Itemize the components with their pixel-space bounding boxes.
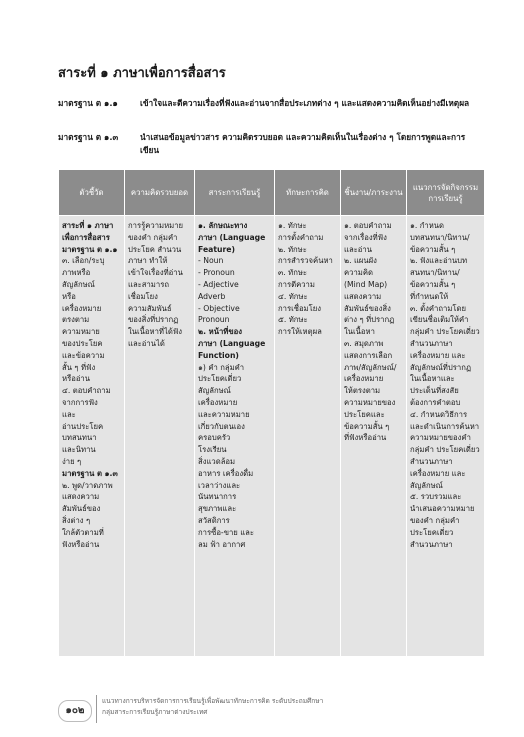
cell-line: กลุ่มคำ ประโยคเดี่ยว bbox=[410, 327, 480, 337]
section-title: สาระที่ ๑ ภาษาเพื่อการสื่อสาร bbox=[58, 66, 226, 81]
cell-line: มาตรฐาน ต ๑.๓ bbox=[62, 468, 118, 478]
cell-line: สิ่งแวดล้อม bbox=[198, 456, 236, 466]
cell-line: แสดงความ bbox=[344, 291, 382, 301]
cell-line: และนิทาน bbox=[62, 445, 96, 455]
cell-line: ข้อความสั้น ๆ bbox=[344, 421, 390, 431]
footer-divider bbox=[96, 695, 97, 723]
cell-line: เครื่องหมาย bbox=[198, 397, 238, 407]
cell-line: ภาษา (Language bbox=[198, 338, 266, 348]
cell-line: มาตรฐาน ต ๑.๑ bbox=[62, 244, 118, 254]
cell-line: ข้อความสั้น ๆ bbox=[410, 244, 456, 254]
cell-line: ภาษา (Language bbox=[198, 232, 266, 242]
cell-indicators bbox=[59, 216, 125, 657]
cell-activities bbox=[407, 216, 485, 657]
cell-line: ใกล้ตัวตามที่ bbox=[62, 527, 104, 537]
cell-line: Pronoun bbox=[198, 315, 230, 325]
cell-line: สำนวนภาษา bbox=[410, 539, 453, 549]
cell-line: โรงเรียน bbox=[198, 445, 227, 455]
cell-line: สั้น ๆ ที่ฟัง bbox=[62, 362, 96, 372]
header-concept: ความคิดรวบยอด bbox=[125, 170, 195, 216]
cell-line: การสำรวจค้นหา bbox=[278, 256, 333, 266]
cell-line: ต่าง ๆ ที่ปรากฏ bbox=[344, 315, 395, 325]
cell-line: ในเนื้อหาและ bbox=[410, 374, 455, 384]
cell-line: เครื่องหมาย และ bbox=[410, 468, 466, 478]
cell-line: ในเนื้อหาที่ได้ฟัง bbox=[128, 327, 183, 337]
cell-line: ๑. กำหนด bbox=[410, 221, 445, 230]
cell-line: ที่ฟังหรืออ่าน bbox=[344, 433, 387, 443]
cell-line: เครื่องหมาย และ bbox=[410, 350, 466, 360]
curriculum-table bbox=[58, 169, 485, 657]
cell-line: ๒. แผนผัง bbox=[344, 256, 377, 266]
cell-line: ประโยคเดี่ยว bbox=[410, 527, 454, 537]
cell-line: ของประโยค bbox=[62, 338, 103, 348]
cell-line: แสดงการเลือก bbox=[344, 350, 393, 360]
cell-line: ๔. ทักษะ bbox=[278, 291, 308, 301]
cell-line: สุขภาพและ bbox=[198, 504, 237, 514]
cell-line: สัญลักษณ์ bbox=[198, 386, 231, 396]
cell-line: อาหาร เครื่องดื่ม bbox=[198, 468, 254, 478]
cell-line: และดำเนินการค้นหา bbox=[410, 421, 480, 431]
cell-line: สวัสดิการ bbox=[198, 515, 230, 525]
cell-line: ๔. กำหนดวิธีการ bbox=[410, 409, 468, 419]
cell-line: และอ่าน bbox=[344, 244, 372, 254]
cell-line: ๑) คำ กลุ่มคำ bbox=[198, 362, 245, 372]
cell-line: สัญลักษณ์ bbox=[62, 279, 95, 289]
standard-1-text: เข้าใจและตีความเรื่องที่ฟังและอ่านจากสื่อประเภทต่าง ๆ และแสดงความคิดเห็นอย่างมีเหตุผล bbox=[140, 98, 470, 108]
cell-line: ข้อความสั้น ๆ bbox=[410, 279, 456, 289]
cell-line: นันทนาการ bbox=[198, 492, 237, 502]
cell-line: และสามารถ bbox=[128, 279, 169, 289]
cell-line: เข้าใจเรื่องที่อ่าน bbox=[128, 268, 183, 278]
cell-thinking-skills bbox=[275, 216, 341, 657]
cell-line: นำเสนอความหมาย bbox=[410, 504, 475, 514]
cell-line: ให้ตรงตาม bbox=[344, 386, 381, 396]
cell-line: ตรงตาม bbox=[62, 315, 90, 325]
cell-line: ๒. หน้าที่ของ bbox=[198, 327, 242, 337]
cell-line: บทสนทนา/นิทาน/ bbox=[410, 232, 470, 242]
table-row bbox=[59, 216, 485, 657]
cell-line: สัมพันธ์ของ bbox=[62, 504, 101, 514]
standard-2-text: นำเสนอข้อมูลข่าวสาร ความคิดรวบยอด และความคิดเห็นในเรื่องต่าง ๆ โดยการพูดและการเขียน bbox=[140, 132, 466, 155]
cell-line: ที่กำหนดให้ bbox=[410, 291, 449, 301]
cell-line: ความคิด bbox=[344, 268, 373, 278]
cell-line: ของสิ่งที่ปรากฏ bbox=[128, 315, 179, 325]
cell-line: เชื่อมโยง bbox=[128, 291, 158, 301]
cell-line: ภาษา ทำให้ bbox=[128, 256, 168, 266]
cell-line: ๓. ตั้งคำถามโดย bbox=[410, 303, 467, 313]
cell-line: การให้เหตุผล bbox=[278, 327, 322, 337]
cell-line: ๑. ทักษะ bbox=[278, 221, 307, 230]
cell-line: และอ่านได้ bbox=[128, 338, 165, 348]
cell-line: สัมพันธ์ของสิ่ง bbox=[344, 303, 391, 313]
cell-line: และข้อความ bbox=[62, 350, 105, 360]
cell-line: ๕. รวบรวมและ bbox=[410, 492, 462, 502]
cell-line: ๔. ตอบคำถาม bbox=[62, 386, 111, 396]
cell-line: จากการฟัง bbox=[62, 397, 98, 407]
cell-workpiece bbox=[341, 216, 407, 657]
cell-line: ต้องการคำตอบ bbox=[410, 397, 461, 407]
cell-line: ความหมาย bbox=[62, 327, 100, 337]
page-footer bbox=[58, 695, 488, 725]
cell-line: ๓. ทักษะ bbox=[278, 268, 308, 278]
cell-line: ในเนื้อหา bbox=[344, 327, 375, 337]
cell-line: สนทนา/นิทาน/ bbox=[410, 268, 460, 278]
cell-line: อ่านประโยค bbox=[62, 421, 104, 431]
page-number: ๑๐๒ bbox=[58, 700, 92, 722]
cell-line: เครื่องหมาย bbox=[62, 303, 102, 313]
cell-line: และความหมาย bbox=[198, 409, 250, 419]
cell-line: ของคำ กลุ่มคำ bbox=[410, 515, 460, 525]
cell-line: สำนวนภาษา bbox=[410, 338, 453, 348]
cell-line: หรืออ่าน bbox=[62, 374, 91, 384]
cell-content bbox=[195, 216, 275, 657]
cell-line: การตีความ bbox=[278, 279, 315, 289]
header-indicators: ตัวชี้วัด bbox=[59, 170, 125, 216]
cell-line: ประโยค สำนวน bbox=[128, 244, 182, 254]
cell-line: ๒. ฟังและอ่านบท bbox=[410, 256, 468, 266]
cell-line: - Adjective bbox=[198, 279, 239, 289]
cell-line: สาระที่ ๑ ภาษา bbox=[62, 221, 114, 230]
cell-line: บทสนทนา bbox=[62, 433, 97, 443]
header-activities: แนวการจัดกิจกรรมการเรียนรู้ bbox=[407, 170, 485, 216]
cell-line: กลุ่มคำ ประโยคเดี่ยว bbox=[410, 445, 480, 455]
cell-line: ๓. เลือก/ระบุ bbox=[62, 256, 105, 266]
cell-line: Adverb bbox=[198, 291, 226, 301]
cell-line: ครอบครัว bbox=[198, 433, 231, 443]
header-thinking-skills: ทักษะการคิด bbox=[275, 170, 341, 216]
cell-line: จากเรื่องที่ฟัง bbox=[344, 232, 387, 242]
cell-line: ภาพ/สัญลักษณ์/ bbox=[344, 362, 397, 372]
cell-line: เครื่องหมาย bbox=[344, 374, 384, 384]
cell-line: หรือ bbox=[62, 291, 76, 301]
cell-line: ง่าย ๆ bbox=[62, 456, 82, 466]
cell-line: แสดงความ bbox=[62, 492, 100, 502]
cell-concept bbox=[125, 216, 195, 657]
cell-line: ๒. ทักษะ bbox=[278, 244, 307, 254]
standard-1-code: มาตรฐาน ต ๑.๑ bbox=[58, 98, 118, 108]
cell-line: สำนวนภาษา bbox=[410, 456, 453, 466]
cell-line: และ bbox=[62, 409, 76, 419]
cell-line: Function) bbox=[198, 350, 239, 360]
cell-line: การรู้ความหมาย bbox=[128, 221, 184, 230]
cell-line: สิ่งต่าง ๆ bbox=[62, 515, 91, 525]
cell-line: ๓. สมุดภาพ bbox=[344, 338, 384, 348]
cell-line: ๒. พูด/วาดภาพ bbox=[62, 480, 113, 490]
cell-line: การซื้อ-ขาย และ bbox=[198, 527, 255, 537]
cell-line: ประเด็นที่สงสัย bbox=[410, 386, 459, 396]
cell-line: ฟังหรืออ่าน bbox=[62, 539, 100, 549]
footer-text bbox=[102, 696, 323, 718]
cell-line: สัญลักษณ์ที่ปรากฏ bbox=[410, 362, 472, 372]
footer-line-1: แนวทางการบริหารจัดการการเรียนรู้เพื่อพัฒนาทักษะการคิด ระดับประถมศึกษา bbox=[102, 697, 324, 705]
cell-line: การตั้งคำถาม bbox=[278, 232, 324, 242]
cell-line: - Noun bbox=[198, 256, 224, 266]
cell-line: ๕. ทักษะ bbox=[278, 315, 308, 325]
cell-line: - Objective bbox=[198, 303, 240, 313]
cell-line: ของคำ กลุ่มคำ bbox=[128, 232, 178, 242]
cell-line: ๑. ลักษณะทาง bbox=[198, 221, 248, 230]
standard-1 bbox=[58, 97, 483, 110]
cell-line: ลม ฟ้า อากาศ bbox=[198, 539, 246, 549]
header-workpiece: ชิ้นงาน/ภาระงาน bbox=[341, 170, 407, 216]
cell-line: เพื่อการสื่อสาร bbox=[62, 232, 110, 242]
cell-line: ความสัมพันธ์ bbox=[128, 303, 172, 313]
cell-line: ๑. ตอบคำถาม bbox=[344, 221, 392, 230]
cell-line: ความหมายของคำ bbox=[410, 433, 471, 443]
cell-line: Feature) bbox=[198, 244, 236, 254]
standard-2 bbox=[58, 131, 483, 157]
header-content: สาระการเรียนรู้ bbox=[195, 170, 275, 216]
cell-line: ประโยคและ bbox=[344, 409, 385, 419]
footer-line-2: กลุ่มสาระการเรียนรู้ภาษาต่างประเทศ bbox=[102, 708, 208, 716]
cell-line: สัญลักษณ์ bbox=[410, 480, 443, 490]
cell-line: ความหมายของ bbox=[344, 397, 396, 407]
cell-line: ภาพหรือ bbox=[62, 268, 91, 278]
cell-line: ประโยคเดี่ยว bbox=[198, 374, 242, 384]
cell-line: เวลาว่างและ bbox=[198, 480, 241, 490]
cell-line: (Mind Map) bbox=[344, 279, 388, 289]
table-header-row bbox=[59, 170, 485, 216]
cell-line: เขียนชื่อเติมให้คำ bbox=[410, 315, 469, 325]
cell-line: การเชื่อมโยง bbox=[278, 303, 322, 313]
standard-2-code: มาตรฐาน ต ๑.๓ bbox=[58, 132, 119, 142]
cell-line: - Pronoun bbox=[198, 268, 235, 278]
cell-line: เกี่ยวกับตนเอง bbox=[198, 421, 245, 431]
